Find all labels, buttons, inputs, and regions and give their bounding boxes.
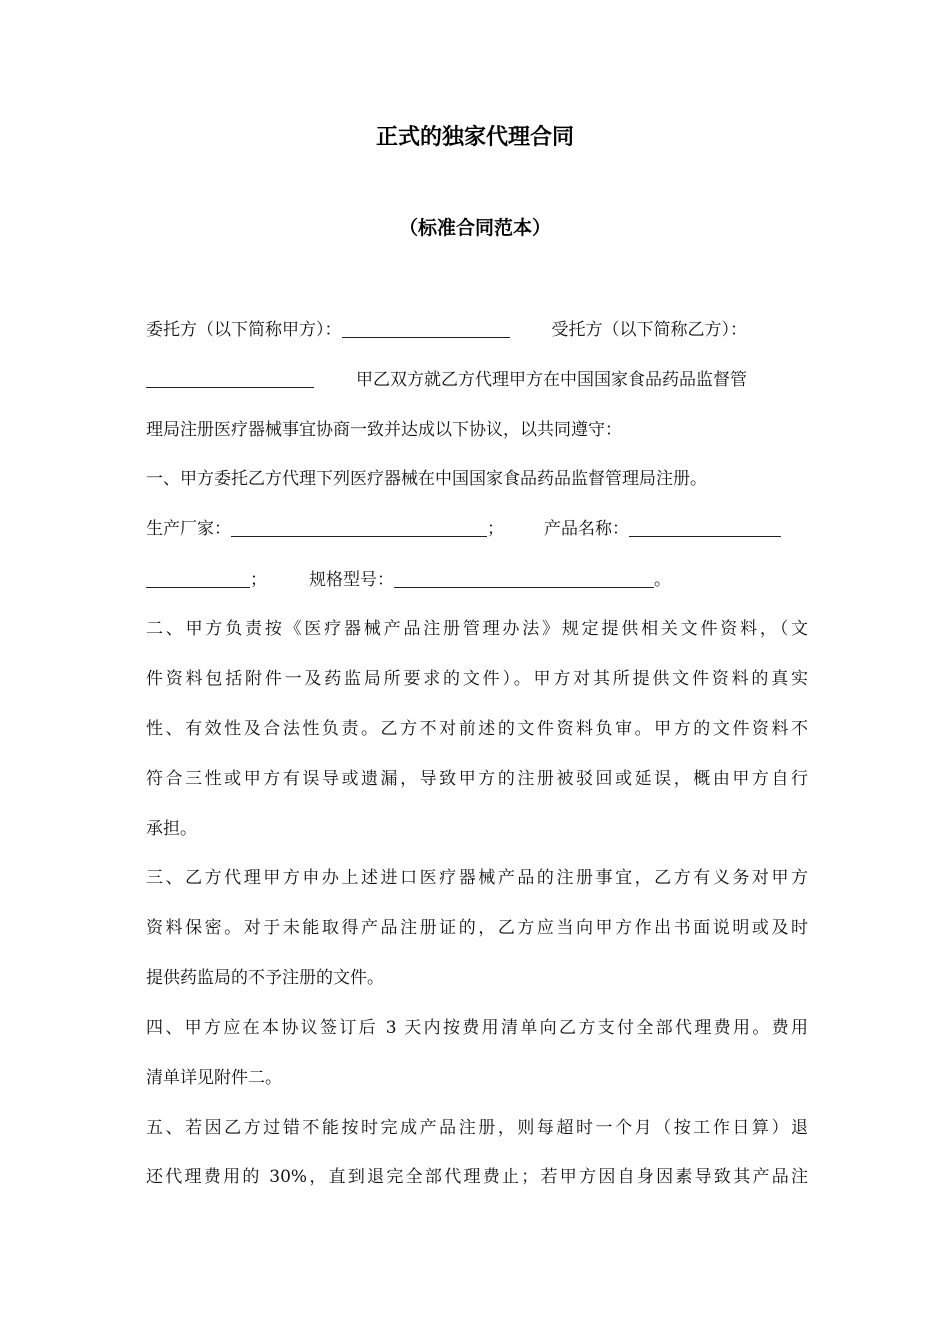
document-subtitle: （标准合同范本） — [398, 217, 551, 239]
semicolon: ； — [487, 519, 504, 539]
party-b-blank — [146, 370, 314, 388]
intro-end: 理局注册医疗器械事宜协商一致并达成以下协议，以共同遵守： — [146, 420, 622, 440]
clause-2-line: 二、甲方负责按《医疗器械产品注册管理办法》规定提供相关文件资料，（文 — [146, 619, 808, 639]
clause-4-line: 清单详见附件二。 — [146, 1068, 282, 1088]
party-b-label: 受托方（以下简称乙方）： — [551, 320, 747, 340]
clause-2-line: 性、有效性及合法性负责。乙方不对前述的文件资料负审。甲方的文件资料不 — [146, 719, 808, 739]
clause-2-line: 件资料包括附件一及药监局所要求的文件）。甲方对其所提供文件资料的真实 — [146, 669, 808, 689]
manufacturer-blank — [231, 519, 487, 537]
parties-line — [146, 318, 808, 342]
intro-text: 甲乙双方就乙方代理甲方在中国国家食品药品监督管 — [356, 370, 747, 390]
clause-4-line: 四、甲方应在本协议签订后 3 天内按费用清单向乙方支付全部代理费用。费用 — [146, 1018, 808, 1038]
semicolon: ； — [250, 570, 267, 590]
clause-1-text: 一、甲方委托乙方代理下列医疗器械在中国国家食品药品监督管理局注册。 — [146, 469, 707, 489]
document-title: 正式的独家代理合同 — [375, 125, 574, 150]
spec-label: 规格型号： — [309, 570, 394, 590]
manufacturer-label: 生产厂家： — [146, 519, 231, 539]
clause-1-spec-line — [146, 568, 808, 592]
clause-3-line: 三、乙方代理甲方申办上述进口医疗器械产品的注册事宜，乙方有义务对甲方 — [146, 868, 808, 888]
clause-1-fields-line — [146, 517, 808, 541]
clause-3-line: 提供药监局的不予注册的文件。 — [146, 968, 384, 988]
party-a-blank — [342, 320, 510, 338]
clause-5-line: 五、若因乙方过错不能按时完成产品注册，则每超时一个月（按工作日算）退 — [146, 1118, 808, 1138]
product-blank — [629, 519, 781, 537]
clause-3-line: 资料保密。对于未能取得产品注册证的，乙方应当向甲方作出书面说明或及时 — [146, 918, 808, 938]
product-blank-cont — [146, 570, 250, 588]
spec-blank — [394, 570, 654, 588]
party-a-label: 委托方（以下简称甲方）： — [146, 320, 342, 340]
clause-2-line: 符合三性或甲方有误导或遗漏，导致甲方的注册被驳回或延误，概由甲方自行 — [146, 769, 808, 789]
product-label: 产品名称： — [544, 519, 629, 539]
parties-line-2 — [146, 368, 808, 392]
clause-5-line: 还代理费用的 30%，直到退完全部代理费止；若甲方因自身因素导致其产品注 — [146, 1167, 808, 1187]
period: 。 — [654, 570, 671, 590]
clause-2-line: 承担。 — [146, 819, 197, 839]
